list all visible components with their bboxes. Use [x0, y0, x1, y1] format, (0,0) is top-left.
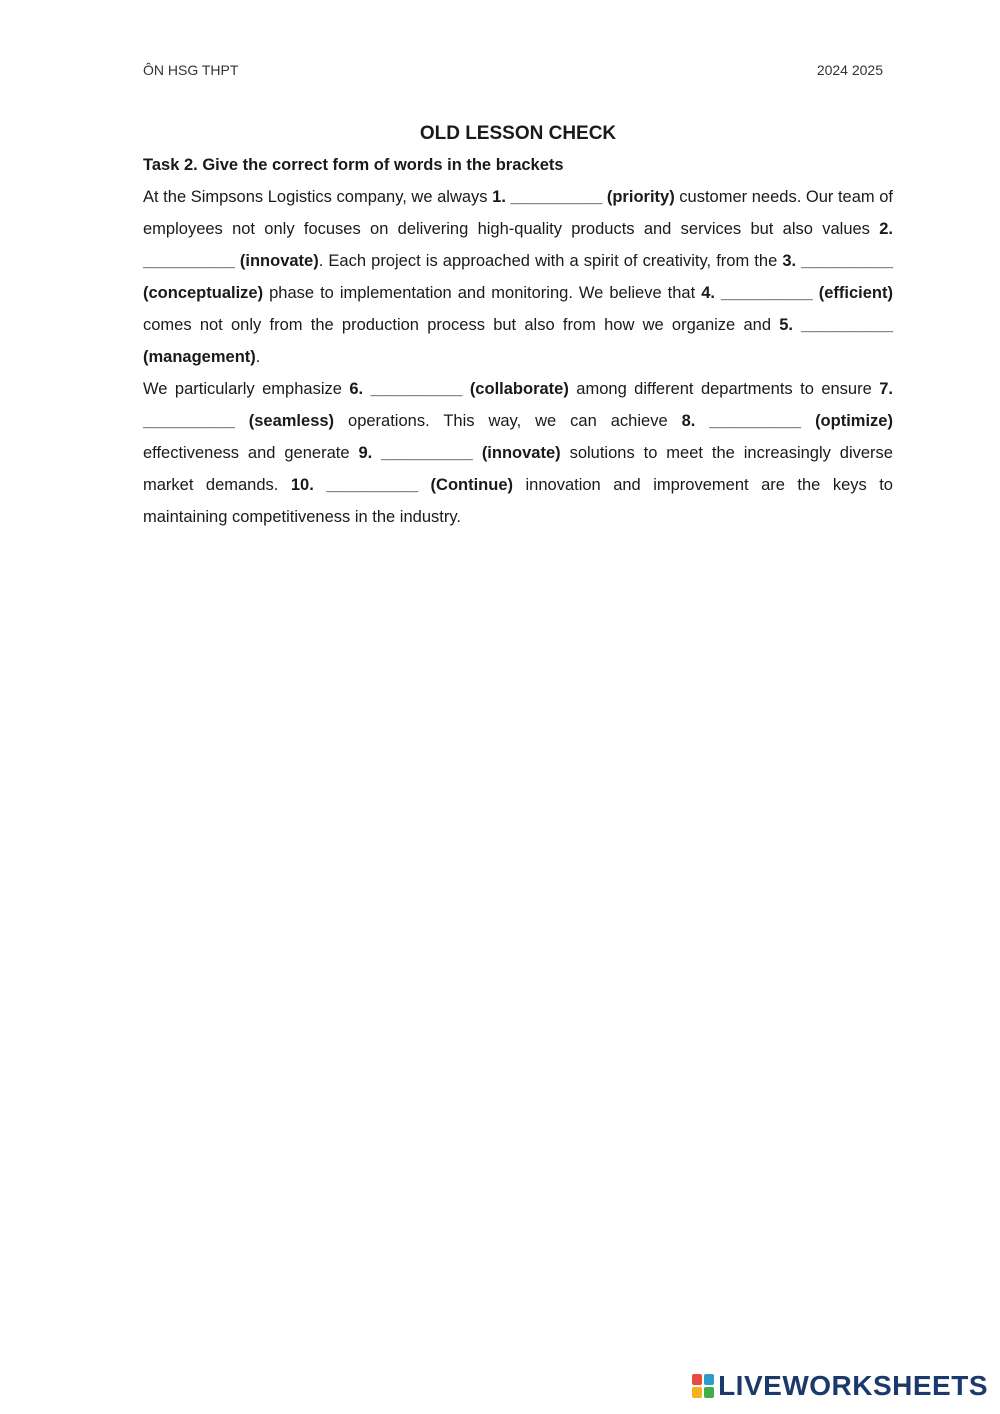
text-segment: innovation and improvement are the keys to maintaining competitiveness in the industry.	[143, 476, 893, 526]
liveworksheets-logo	[692, 1368, 988, 1404]
question-number: 5.	[779, 316, 793, 334]
answer-blank-10[interactable]: __________	[326, 476, 419, 494]
question-number: 10.	[290, 476, 314, 494]
question-number: 8.	[681, 412, 696, 430]
question-number: 4.	[701, 284, 715, 302]
question-number: 6.	[349, 380, 364, 398]
text-segment: We particularly emphasize	[143, 380, 350, 398]
word-hint: (efficient)	[818, 284, 893, 302]
text-segment: customer needs. Our team of employees not only focuses on delivering high-quality products and services but also values	[143, 188, 893, 238]
question-number: 9.	[358, 444, 373, 462]
logo-icon	[692, 1374, 714, 1398]
page-title: OLD LESSON CHECK	[419, 123, 617, 144]
answer-blank-2[interactable]: __________	[143, 252, 235, 270]
text-segment: among different departments to ensure	[568, 380, 880, 398]
answer-blank-1[interactable]: __________	[510, 188, 603, 206]
question-number: 1.	[492, 188, 506, 206]
text-segment: effectiveness and generate	[143, 444, 359, 462]
logo-square-yellow	[692, 1387, 702, 1398]
answer-blank-8[interactable]: __________	[709, 412, 802, 430]
question-number: 3.	[782, 252, 797, 270]
paragraph-1	[143, 181, 893, 373]
word-hint: (seamless)	[248, 412, 335, 430]
text-segment: At the Simpsons Logistics company, we always	[143, 188, 493, 206]
text-segment: .	[255, 348, 261, 366]
answer-blank-7[interactable]: __________	[143, 412, 235, 430]
task-instruction: Task 2. Give the correct form of words in the brackets	[143, 156, 564, 174]
answer-blank-3[interactable]: __________	[801, 252, 894, 270]
word-hint: (Continue)	[430, 476, 514, 494]
text-segment: . Each project is approached with a spirit of creativity, from the	[318, 252, 783, 270]
paragraph-2	[143, 373, 893, 533]
logo-text: LIVEWORKSHEETS	[718, 1370, 988, 1401]
logo-square-blue	[704, 1374, 714, 1385]
word-hint: (optimize)	[815, 412, 893, 430]
word-hint: (conceptualize)	[143, 284, 264, 302]
answer-blank-6[interactable]: __________	[370, 380, 463, 398]
logo-square-green	[704, 1387, 714, 1398]
word-hint: (innovate)	[481, 444, 561, 462]
header-course: ÔN HSG THPT	[143, 62, 239, 78]
text-segment: comes not only from the production process but also from how we organize and	[143, 316, 780, 334]
header-year: 2024 2025	[816, 62, 883, 78]
word-hint: (management)	[143, 348, 256, 366]
exercise-body	[143, 181, 893, 533]
word-hint: (collaborate)	[469, 380, 569, 398]
logo-square-red	[692, 1374, 702, 1385]
text-segment: solutions to meet the increasingly diverse market demands.	[143, 444, 893, 494]
word-hint: (innovate)	[239, 252, 319, 270]
text-segment: phase to implementation and monitoring. We believe that	[263, 284, 702, 302]
answer-blank-4[interactable]: __________	[720, 284, 813, 302]
question-number: 2.	[879, 220, 893, 238]
question-number: 7.	[879, 380, 893, 398]
text-segment: operations. This way, we can achieve	[334, 412, 682, 430]
word-hint: (priority)	[606, 188, 675, 206]
answer-blank-9[interactable]: __________	[381, 444, 473, 462]
answer-blank-5[interactable]: __________	[801, 316, 893, 334]
